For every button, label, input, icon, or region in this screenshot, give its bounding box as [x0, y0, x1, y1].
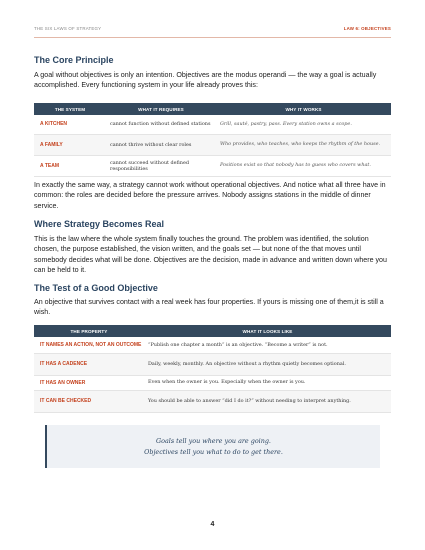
looks-like-cell: “Publish one chapter a month” is an objective. “Become a writer” is not. — [144, 337, 391, 353]
system-cell: A KITCHEN — [34, 115, 106, 134]
table-row — [34, 155, 391, 176]
properties-table — [34, 325, 391, 413]
looks-like-cell: Daily, weekly, monthly. An objective without a rhythm quietly becomes optional. — [144, 353, 391, 375]
table-header-cell: WHY IT WORKS — [216, 103, 391, 115]
table-header-cell: WHAT IT LOOKS LIKE — [144, 325, 391, 337]
section-heading-core-principle: The Core Principle — [34, 55, 114, 65]
property-cell: IT NAMES AN ACTION, NOT AN OUTCOME — [34, 337, 144, 353]
book-title: THE SIX LAWS OF STRATEGY — [34, 26, 102, 31]
table-row — [34, 134, 391, 155]
table-row — [34, 115, 391, 134]
after-table-paragraph: In exactly the same way, a strategy cannot work without operational objectives. And notice what all three have in common: the roles are decided before the pressure arrives. Nobody assigns stations in the middle of dinner service. — [34, 181, 386, 210]
looks-like-cell: You should be able to answer “did I do it?” without needing to interpret anything. — [144, 390, 391, 412]
section-heading-strategy-real: Where Strategy Becomes Real — [34, 219, 165, 229]
chapter-label: LAW 6: OBJECTIVES — [343, 26, 391, 31]
pull-quote-box — [45, 425, 380, 468]
system-cell: A TEAM — [34, 155, 106, 176]
why-cell: Grill, sauté, pastry, pass. Every station owns a scope. — [216, 115, 391, 134]
table-row — [34, 337, 391, 353]
property-cell: IT CAN BE CHECKED — [34, 390, 144, 412]
requires-cell: cannot function without defined stations — [106, 115, 216, 134]
property-cell: IT HAS AN OWNER — [34, 375, 144, 390]
why-cell: Who provides, who teaches, who keeps the rhythm of the house. — [216, 134, 391, 155]
table-row — [34, 390, 391, 412]
pull-quote-line: Objectives tell you what to do to get there. — [144, 448, 283, 456]
requires-cell: cannot succeed without defined responsibilities — [106, 155, 216, 176]
section-heading-good-objective: The Test of a Good Objective — [34, 283, 158, 293]
page-number: 4 — [210, 521, 215, 528]
good-objective-paragraph: An objective that survives contact with a real week has four properties. If yours is missing one of them,it is still a wish. — [34, 298, 384, 317]
systems-table — [34, 103, 391, 177]
strategy-real-paragraph: This is the law where the whole system finally touches the ground. The problem was identified, the solution chosen, the purpose established, the vision written, and the goals set — but none of the that moves until somebody decides what will be done. Objectives are the decision, made in advance and written down where you can be held to it. — [34, 235, 387, 275]
table-header-row — [34, 103, 391, 115]
requires-cell: cannot thrive without clear roles — [106, 134, 216, 155]
table-row — [34, 375, 391, 390]
why-cell: Positions exist so that nobody has to guess who covers what. — [216, 155, 391, 176]
pull-quote-line: Goals tell you where you are going. — [156, 437, 271, 445]
table-header-cell: THE SYSTEM — [34, 103, 106, 115]
table-row — [34, 353, 391, 375]
table-header-cell: WHAT IT REQUIRES — [106, 103, 216, 115]
system-cell: A FAMILY — [34, 134, 106, 155]
looks-like-cell: Even when the owner is you. Especially when the owner is you. — [144, 375, 391, 390]
table-header-cell: THE PROPERTY — [34, 325, 144, 337]
table-header-row — [34, 325, 391, 337]
property-cell: IT HAS A CADENCE — [34, 353, 144, 375]
header-divider — [34, 37, 391, 38]
intro-paragraph: A goal without objectives is only an intention. Objectives are the modus operandi — the way a goal is actually accomplished. Every functioning system in your life already proves this: — [34, 71, 377, 90]
